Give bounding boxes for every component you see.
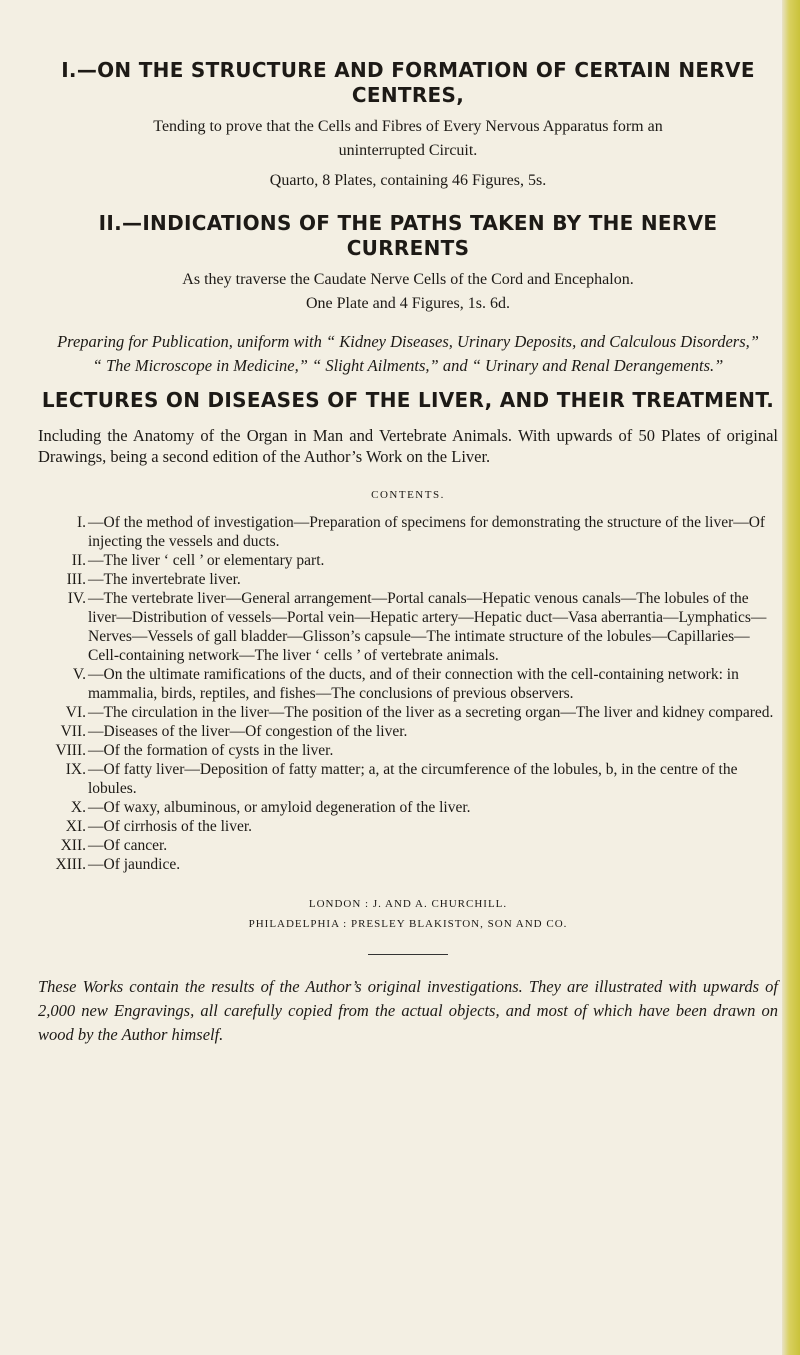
contents-item-number: XIII.: [55, 856, 86, 873]
contents-item-text: —Of the formation of cysts in the liver.: [88, 742, 334, 759]
imprint-london: LONDON : J. AND A. CHURCHILL.: [308, 898, 508, 910]
lectures-description: Including the Anatomy of the Organ in Man and Vertebrate Animals. With upwards of 50 Plates of original Drawings, being a second edition of the Author’s Work on the Liver.: [38, 426, 778, 466]
contents-item-text: —Of jaundice.: [88, 856, 181, 873]
contents-item-number: XI.: [65, 818, 86, 835]
contents-item: [38, 513, 778, 551]
contents-item-number: VI.: [65, 704, 86, 721]
lectures-section: [38, 388, 778, 467]
contents-item-text: —The vertebrate liver—General arrangement—Portal canals—Hepatic venous canals—The lobules of the liver—Distribution of vessels—Portal vein—Hepatic artery—Hepatic duct—Vasa aberrantia—Lymphatics—Nerves—Vessels of gall bladder—Glisson’s capsule—The intimate structure of the lobules—Capillaries—Cell-containing network—The liver ‘ cells ’ of vertebrate animals.: [88, 590, 767, 664]
contents-item: [38, 722, 778, 741]
contents-item: [38, 570, 778, 589]
contents-item-number: III.: [66, 571, 86, 588]
contents-item-number: II.: [71, 552, 86, 569]
book-2-title: II.—INDICATIONS OF THE PATHS TAKEN BY THE NERVE CURRENTS: [98, 211, 718, 260]
preparing-notice: Preparing for Publication, uniform with “ Kidney Diseases, Urinary Deposits, and Calculous Disorders,” “ The Microscope in Medicine,” “ Slight Ailments,” and “ Urinary and Renal Derangements.”: [57, 332, 759, 375]
contents-item: [38, 855, 778, 874]
book-2-format: One Plate and 4 Figures, 1s. 6d.: [306, 295, 510, 312]
contents-item-number: IV.: [67, 590, 86, 607]
contents-item-number: VII.: [60, 723, 86, 740]
lectures-title: LECTURES ON DISEASES OF THE LIVER, AND THEIR TREATMENT.: [41, 388, 775, 412]
contents-item-text: —Of waxy, albuminous, or amyloid degeneration of the liver.: [88, 799, 471, 816]
contents-item-number: V.: [72, 666, 86, 683]
contents-item: [38, 551, 778, 570]
contents-item-number: I.: [76, 514, 86, 531]
page-edge: [782, 0, 800, 1355]
contents-item-text: —The circulation in the liver—The position of the liver as a secreting organ—The liver and kidney compared.: [88, 704, 774, 721]
imprint-section: [38, 898, 778, 955]
contents-item: [38, 589, 778, 665]
contents-item-number: XII.: [60, 837, 86, 854]
contents-item-text: —Of cancer.: [88, 837, 168, 854]
book-2-subtitle: As they traverse the Caudate Nerve Cells of the Cord and Encephalon.: [182, 271, 634, 288]
imprint-philadelphia: PHILADELPHIA : PRESLEY BLAKISTON, SON AND CO.: [248, 918, 568, 930]
contents-item: [38, 665, 778, 703]
book-1-format: Quarto, 8 Plates, containing 46 Figures, 5s.: [269, 172, 547, 189]
contents-item-number: IX.: [65, 761, 86, 778]
contents-section: [38, 489, 778, 874]
contents-item: [38, 741, 778, 760]
contents-item-text: —On the ultimate ramifications of the ducts, and of their connection with the cell-containing network: in mammalia, birds, reptiles, and fishes—The conclusions of previous observers.: [88, 666, 739, 702]
book-1-subtitle-line-2: uninterrupted Circuit.: [338, 142, 478, 159]
contents-item-number: X.: [70, 799, 86, 816]
contents-item: [38, 798, 778, 817]
divider-rule: [368, 954, 448, 955]
book-1-title: I.—ON THE STRUCTURE AND FORMATION OF CERTAIN NERVE CENTRES,: [61, 58, 755, 107]
contents-list: [38, 513, 778, 874]
contents-item: [38, 817, 778, 836]
contents-item-number: VIII.: [55, 742, 86, 759]
book-2-section: [38, 211, 778, 316]
footer-note: These Works contain the results of the Author’s original investigations. They are illustrated with upwards of 2,000 new Engravings, all carefully copied from the actual objects, and most of which have been drawn on wood by the Author himself.: [38, 977, 778, 1044]
book-1-subtitle-line-1: Tending to prove that the Cells and Fibres of Every Nervous Apparatus form an: [153, 118, 663, 135]
book-1-section: [38, 58, 778, 193]
contents-item-text: —Of fatty liver—Deposition of fatty matter; a, at the circumference of the lobules, b, in the centre of the lobules.: [88, 761, 738, 797]
contents-item-text: —The invertebrate liver.: [88, 571, 241, 588]
contents-item: [38, 760, 778, 798]
contents-item-text: —Of the method of investigation—Preparation of specimens for demonstrating the structure of the liver—Of injecting the vessels and ducts.: [88, 514, 766, 550]
contents-item-text: —The liver ‘ cell ’ or elementary part.: [88, 552, 325, 569]
contents-item-text: —Diseases of the liver—Of congestion of the liver.: [88, 723, 408, 740]
contents-heading: CONTENTS.: [371, 489, 445, 501]
book-advertisement-page: [38, 58, 778, 1047]
contents-item-text: —Of cirrhosis of the liver.: [88, 818, 253, 835]
contents-item: [38, 703, 778, 722]
contents-item: [38, 836, 778, 855]
